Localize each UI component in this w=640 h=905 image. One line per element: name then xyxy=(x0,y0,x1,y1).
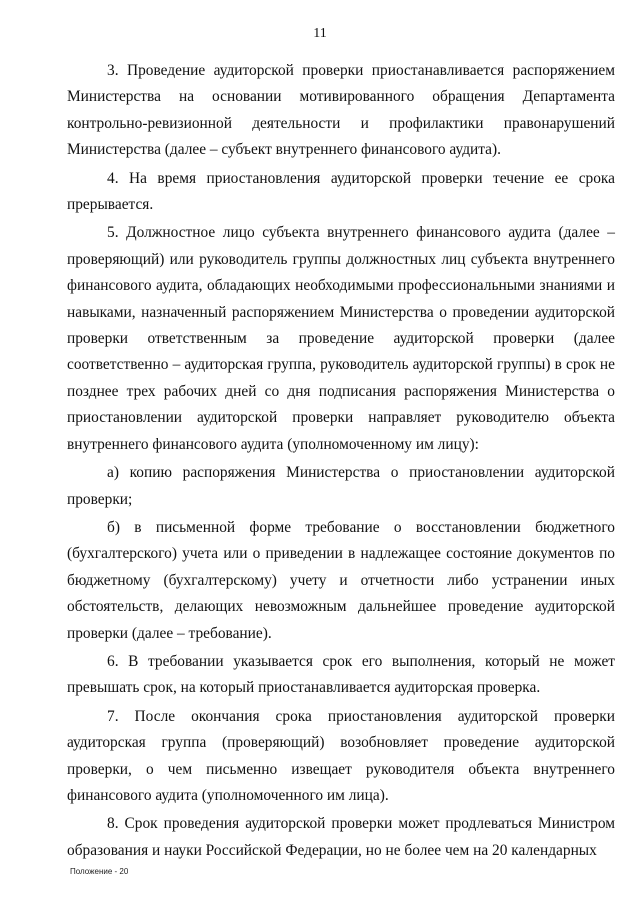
paragraph-5a: а) копию распоряжения Министерства о приостановлении аудиторской проверки; xyxy=(67,464,615,508)
paragraph-6: 6. В требовании указывается срок его выполнения, который не может превышать срок, на который приостанавливается аудиторская проверка. xyxy=(67,652,615,697)
paragraph-3: 3. Проведение аудиторской проверки приостанавливается распоряжением Министерства на основании мотивированного обращения Департамента контрольно-ревизионной деятельности и профилактики правонарушений Министерства (далее – субъект внутреннего финансового аудита). xyxy=(67,62,615,159)
paragraph-8: 8. Срок проведения аудиторской проверки может продлеваться Министром образования и науки Российской Федерации, но не более чем на 20 календарных xyxy=(67,815,615,859)
paragraph-7: 7. После окончания срока приостановления аудиторской проверки аудиторская группа (проверяющий) возобновляет проведение аудиторской проверки, о чем письменно извещает руководителя объекта внутреннего финансового аудита (уполномоченного им лица). xyxy=(67,707,615,804)
page-number: 11 xyxy=(313,26,327,41)
footer-label: Положение - 20 xyxy=(70,867,129,876)
document-body xyxy=(67,58,615,866)
paragraph-5: 5. Должностное лицо субъекта внутреннего финансового аудита (далее – проверяющий) или руководитель группы должностных лиц субъекта внутреннего финансового аудита, обладающих необходимыми профессиональными знаниями и навыками, назначенный распоряжением Министерства о проведении аудиторской проверки ответственным за проведение аудиторской проверки (далее соответственно – аудиторская группа, руководитель аудиторской группы) в срок не позднее трех рабочих дней со дня подписания распоряжения Министерства о приостановлении аудиторской проверки направляет руководителю объекта внутреннего финансового аудита (уполномоченному им лицу): xyxy=(67,224,615,453)
paragraph-4: 4. На время приостановления аудиторской проверки течение ее срока прерывается. xyxy=(67,169,615,214)
paragraph-5b: б) в письменной форме требование о восстановлении бюджетного (бухгалтерского) учета или о приведении в надлежащее состояние документов по бюджетному (бухгалтерскому) учету и отчетности либо устранении иных обстоятельств, делающих невозможным дальнейшее проведение аудиторской проверки (далее – требование). xyxy=(67,518,615,642)
